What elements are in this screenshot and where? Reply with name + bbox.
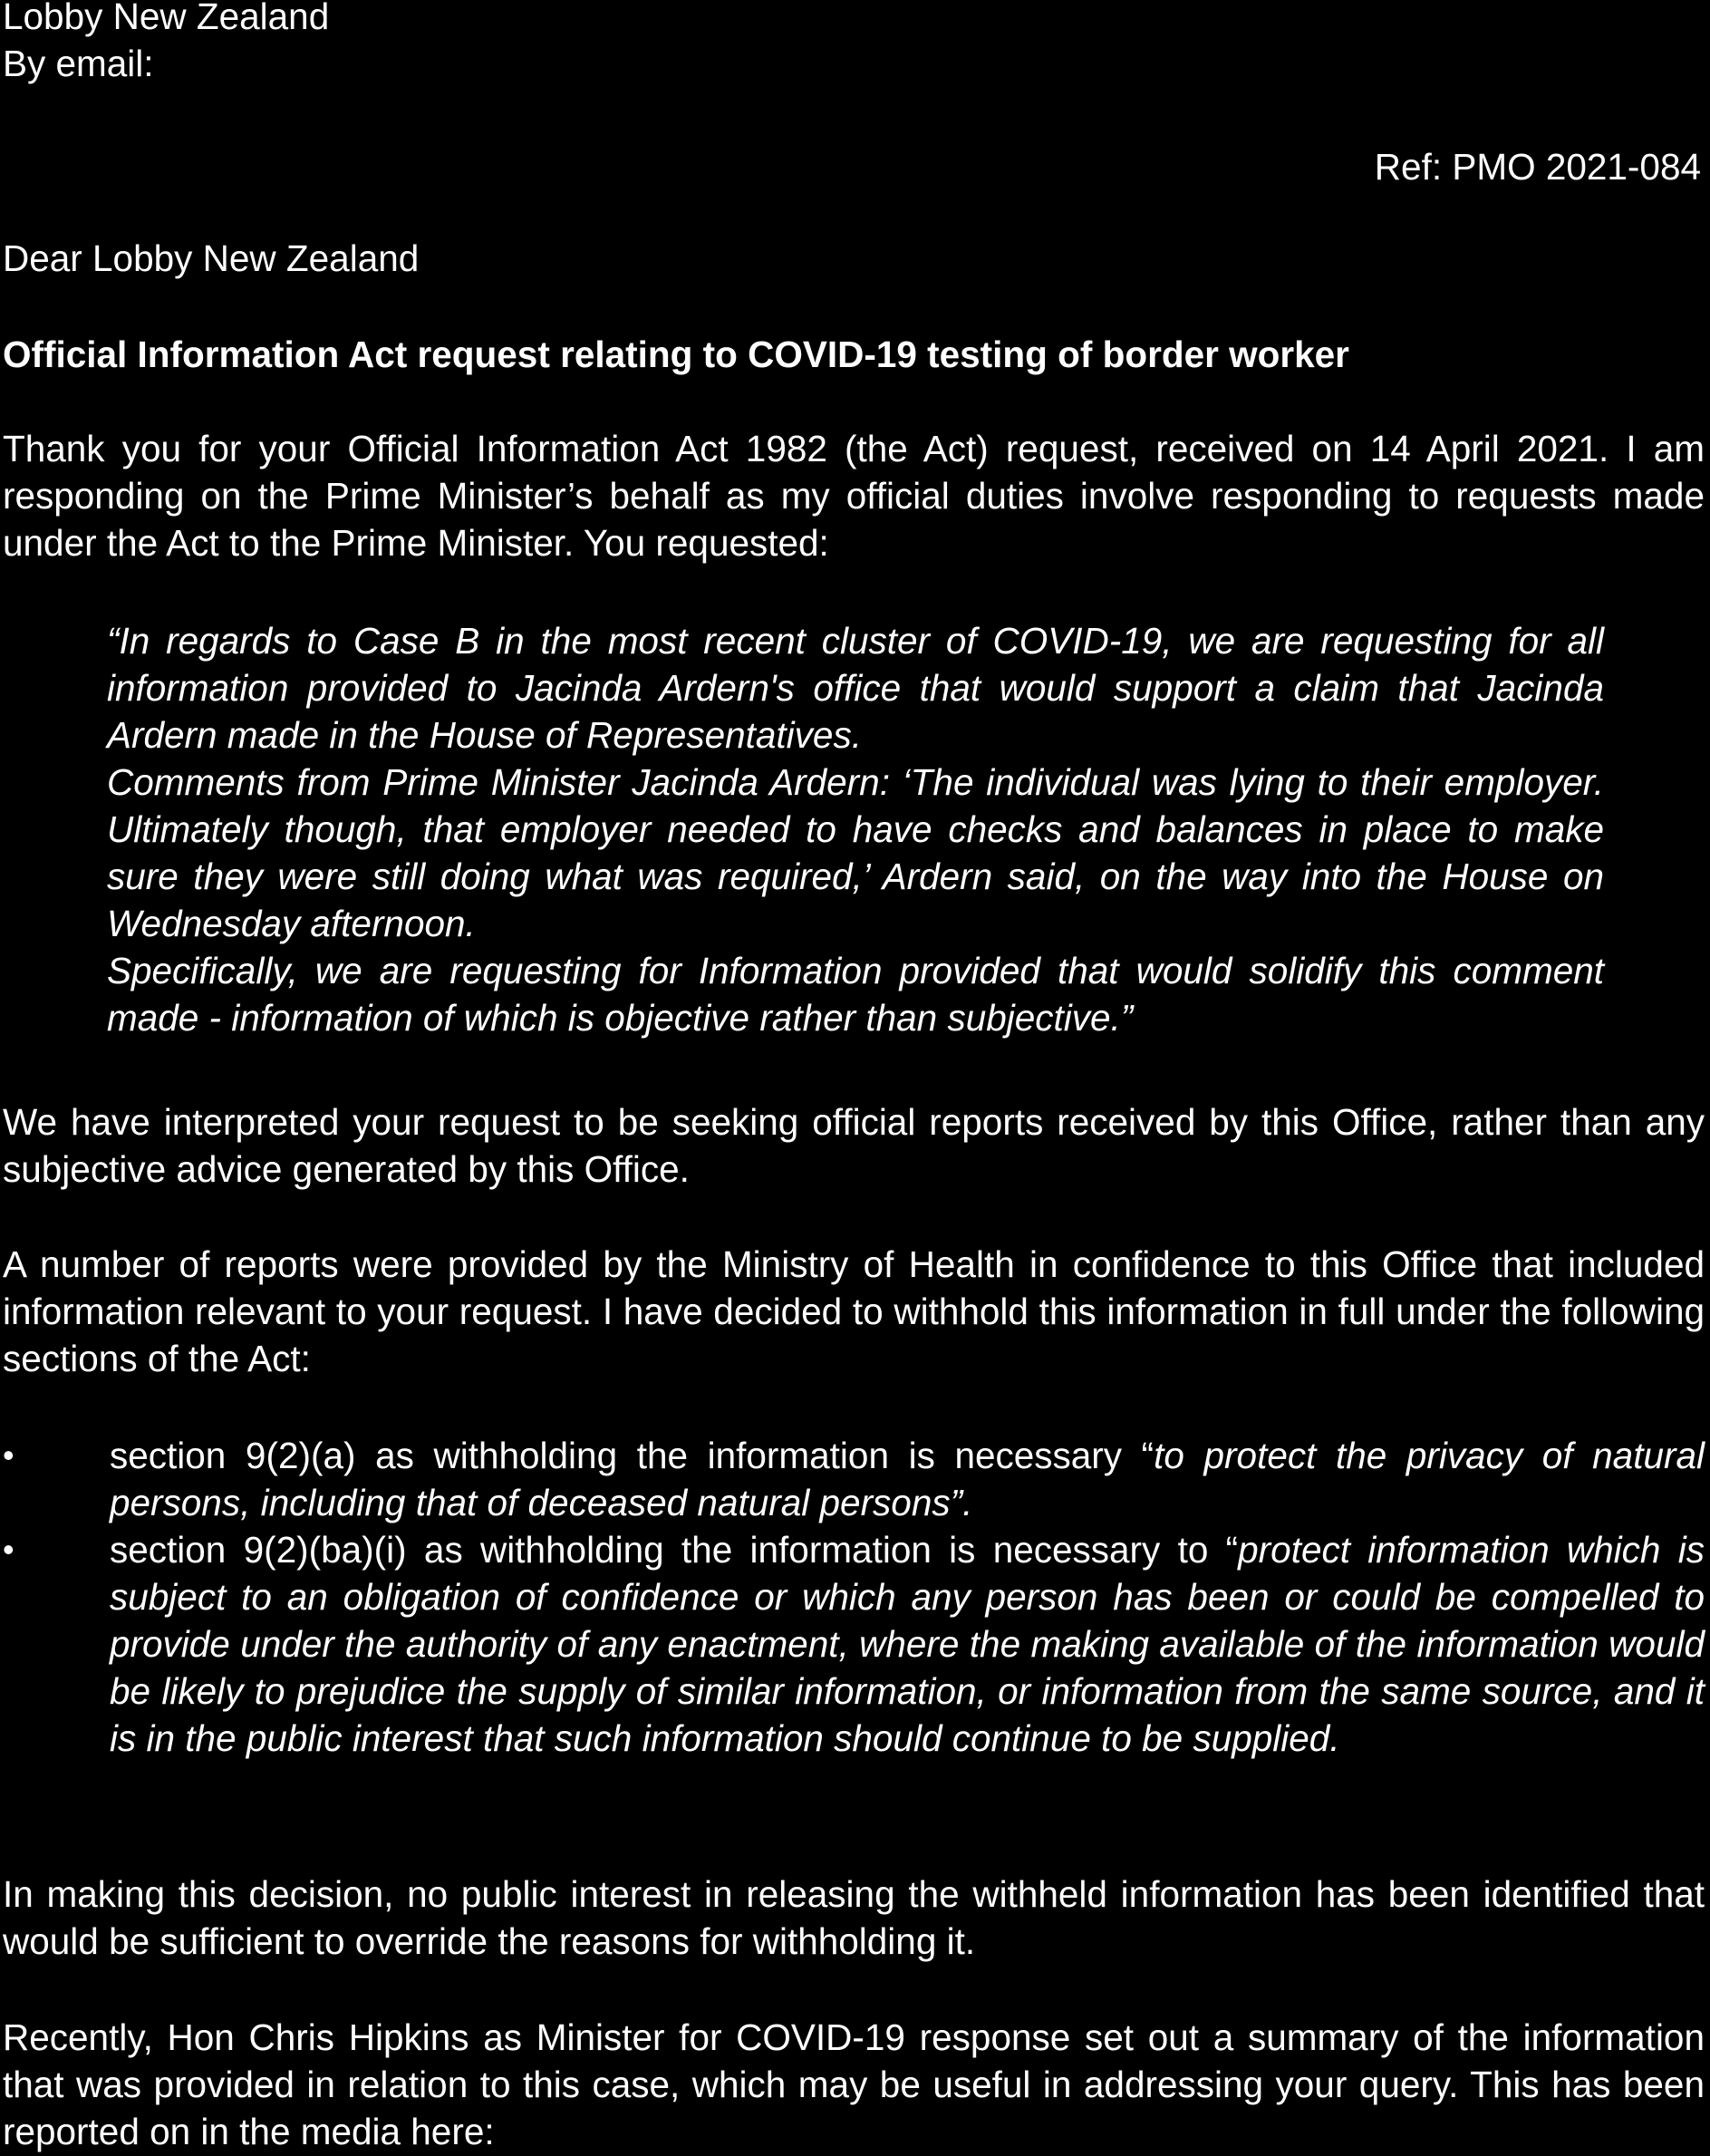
section-reference: section 9(2)(a) as withholding the information is necessary “: [110, 1435, 1154, 1476]
bullet-icon: •: [3, 1436, 14, 1474]
recipient-delivery: By email:: [3, 43, 154, 84]
intro-paragraph: Thank you for your Official Information Act 1982 (the Act) request, received on 14 April 2021. I am responding on the Prime Minister’s behalf as my official duties involve responding to requests made under the Act to the Prime Minister. You requested:: [3, 428, 1705, 564]
section-reference: section 9(2)(ba)(i) as withholding the information is necessary to “: [110, 1529, 1239, 1571]
withholding-sections-list: [3, 1432, 1705, 1762]
quote-paragraph: Specifically, we are requesting for Information provided that would solidify this comment made - information of which is objective rather than subjective.”: [107, 950, 1604, 1039]
reference-number: Ref: PMO 2021-084: [1374, 146, 1701, 188]
letter-subject: Official Information Act request relating to COVID-19 testing of border worker: [3, 334, 1349, 375]
list-item: [3, 1432, 1705, 1526]
recipient-name: Lobby New Zealand: [3, 0, 330, 37]
quote-paragraph: “In regards to Case B in the most recent cluster of COVID-19, we are requesting for all information provided to Jacinda Ardern's office that would support a claim that Jacinda Ardern made in the House of Representatives.: [107, 620, 1604, 756]
withholding-paragraph: A number of reports were provided by the Ministry of Health in confidence to this Office that included information relevant to your request. I have decided to withhold this information in full under the following sections of the Act:: [3, 1243, 1705, 1379]
quote-paragraph: Comments from Prime Minister Jacinda Ardern: ‘The individual was lying to their employer. Ultimately though, that employer needed to have checks and balances in place to make sure they were still doing what was required,’ Ardern said, on the way into the House on Wednesday afternoon.: [107, 761, 1604, 944]
salutation: Dear Lobby New Zealand: [3, 237, 420, 279]
summary-paragraph: Recently, Hon Chris Hipkins as Minister for COVID-19 response set out a summary of the information that was provided in relation to this case, which may be useful in addressing your query. This has been reported on in the media here:: [3, 2016, 1705, 2152]
request-quote: [107, 617, 1604, 1041]
bullet-icon: •: [3, 1531, 14, 1568]
section-quote: protect information which is subject to an obligation of confidence or which any person has been or could be compelled to provide under the authority of any enactment, where the making available of the information would be likely to prejudice the supply of similar information, or information from the same source, and it is in the public interest that such information should continue to be supplied.: [110, 1529, 1705, 1759]
public-interest-paragraph: In making this decision, no public interest in releasing the withheld information has been identified that would be sufficient to override the reasons for withholding it.: [3, 1873, 1705, 1962]
interpretation-paragraph: We have interpreted your request to be seeking official reports received by this Office, rather than any subjective advice generated by this Office.: [3, 1101, 1705, 1190]
section-quote: to protect the privacy of natural persons, including that of deceased natural persons”.: [110, 1435, 1705, 1523]
list-item: [3, 1526, 1705, 1762]
